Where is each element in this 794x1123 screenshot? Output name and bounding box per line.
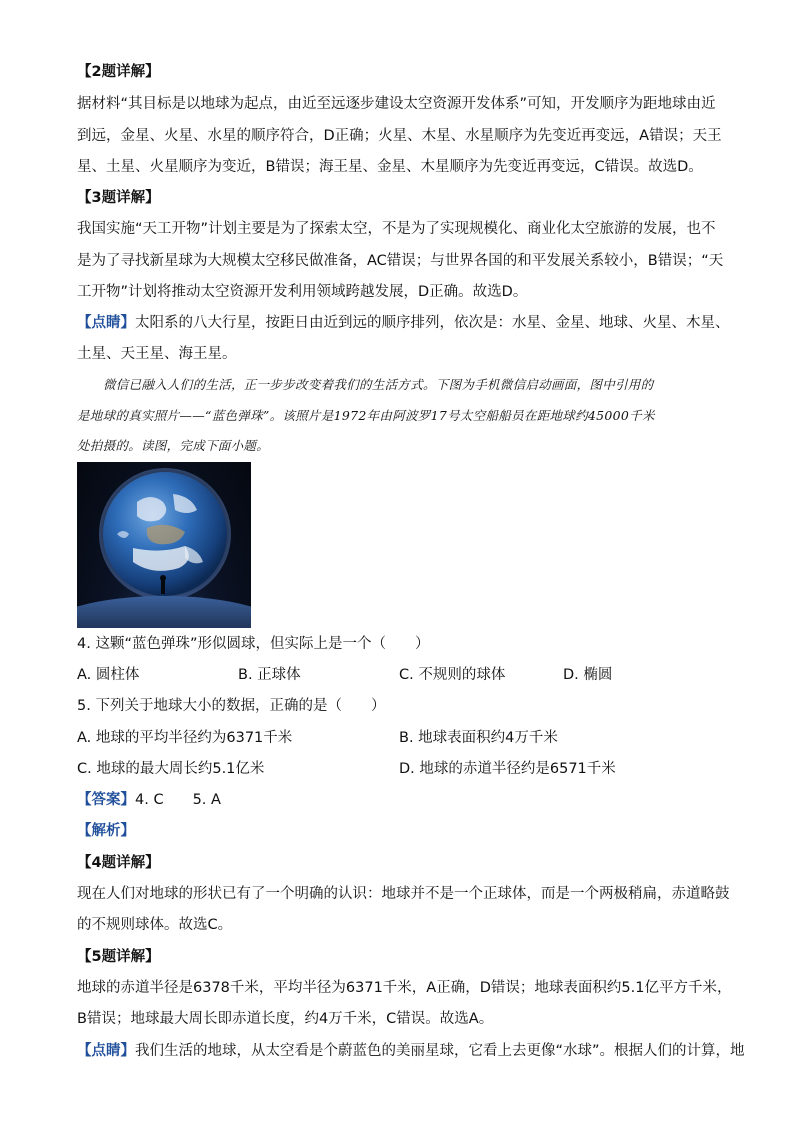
passage-line-2: 是地球的真实照片——“蓝色弹珠”。该照片是1972年由阿波罗17号太空船船员在距地球约45000千米 [77,408,655,423]
passage-line-3: 处拍摄的。读图，完成下面小题。 [77,438,270,453]
tip2-tag: 【点睛】 [77,1043,135,1059]
answer-line [77,790,717,810]
q3-heading: 【3题详解】 [77,190,160,206]
q4-option-b[interactable]: B. 正球体 [238,667,301,683]
tip2-text: 我们生活的地球，从太空看是个蔚蓝色的美丽星球，它看上去更像“水球”。根据人们的计算，地 [135,1043,745,1059]
tip2-line [77,1041,745,1061]
blue-marble-photo [77,462,251,628]
tip1-text-1: 太阳系的八大行星，按距日由近到远的顺序排列，依次是：水星、金星、地球、火星、木星、 [135,315,730,331]
q5-detail-line-1: 地球的赤道半径是6378千米，平均半径为6371千米，A正确，D错误；地球表面积约5.1亿平方千米， [77,980,732,996]
q5-option-d[interactable]: D. 地球的赤道半径约是6571千米 [399,761,616,777]
earth-image [77,462,251,628]
q5-option-b[interactable]: B. 地球表面积约4万千米 [399,730,558,746]
q2-line-3: 星、土星、火星顺序为变近，B错误；海王星、金星、木星顺序为先变近再变远，C错误。故选D。 [77,159,703,175]
q3-line-3: 工开物”计划将推动太空资源开发利用领域跨越发展，D正确。故选D。 [77,284,528,300]
answer-tag: 【答案】 [77,792,135,808]
answer-text: 4. C 5. A [135,792,221,808]
passage-line-1: 微信已融入人们的生活，正一步步改变着我们的生活方式。下图为手机微信启动画面，图中引用的 [103,377,654,392]
q4-option-c[interactable]: C. 不规则的球体 [399,667,506,683]
q5-stem: 5. 下列关于地球大小的数据，正确的是（ ） [77,698,386,714]
q4-stem: 4. 这颗“蓝色弹珠”形似圆球，但实际上是一个（ ） [77,636,430,652]
q4-detail-line-1: 现在人们对地球的形状已有了一个明确的认识：地球并不是一个正球体，而是一个两极稍扁，赤道略鼓 [77,886,730,902]
q5-detail-line-2: B错误；地球最大周长即赤道长度，约4万千米，C错误。故选A。 [77,1011,494,1027]
q4-option-d[interactable]: D. 椭圆 [563,667,613,683]
q4-option-a[interactable]: A. 圆柱体 [77,667,140,683]
q4-detail-heading: 【4题详解】 [77,855,160,871]
tip1-line-1 [77,313,730,333]
tip1-line-2: 土星、天王星、海王星。 [77,346,237,362]
tip1-tag: 【点睛】 [77,315,135,331]
q5-detail-heading: 【5题详解】 [77,949,160,965]
q4-detail-line-2: 的不规则球体。故选C。 [77,917,233,933]
q5-option-c[interactable]: C. 地球的最大周长约5.1亿米 [77,761,265,777]
q3-line-2: 是为了寻找新星球为大规模太空移民做准备，AC错误；与世界各国的和平发展关系较小，B错误；“天 [77,253,724,269]
q2-line-2: 到远，金星、火星、水星的顺序符合，D正确；火星、木星、水星顺序为先变近再变远，A错误；天王 [77,128,722,144]
q3-line-1: 我国实施“天工开物”计划主要是为了探索太空，不是为了实现规模化、商业化太空旅游的发展，也不 [77,221,716,237]
q2-heading: 【2题详解】 [77,64,160,80]
q2-line-1: 据材料“其目标是以地球为起点，由近至远逐步建设太空资源开发体系”可知，开发顺序为距地球由近 [77,96,716,112]
q5-option-a[interactable]: A. 地球的平均半径约为6371千米 [77,730,293,746]
analysis-tag: 【解析】 [77,823,135,839]
